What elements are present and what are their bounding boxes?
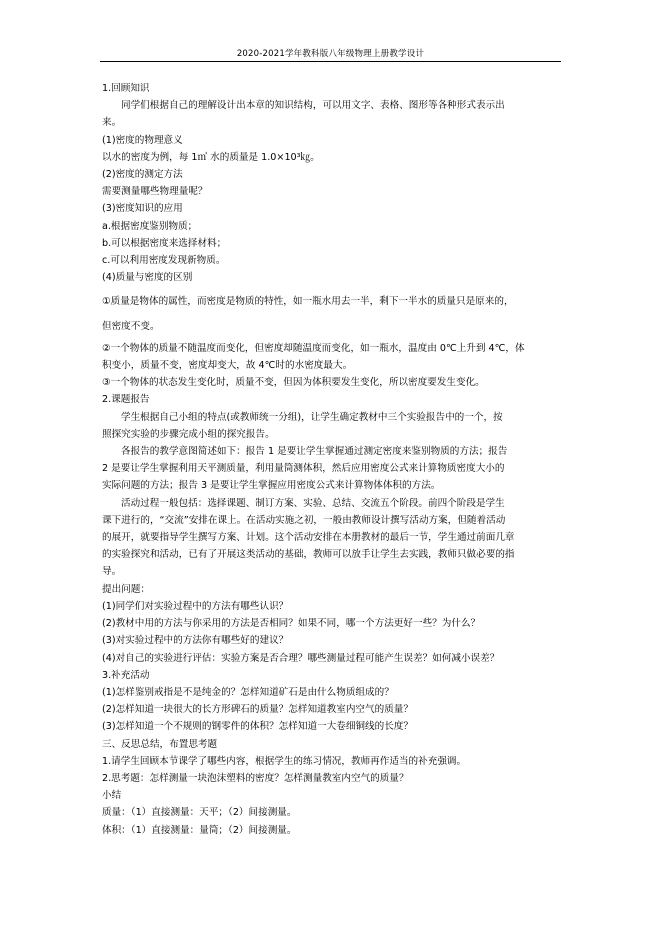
list-item: b.可以根据密度来选择材料； bbox=[102, 237, 227, 249]
subheading: (4)质量与密度的区别 bbox=[102, 272, 193, 284]
paragraph-line: 课下进行的，“交流”安排在课上。在活动实施之初，一般由教师设计撰写活动方案，但随着活动 bbox=[102, 514, 506, 526]
paragraph-line: 活动过程一般包括：选择课题、制订方案、实验、总结、交流五个阶段。前四个阶段是学生 bbox=[121, 497, 505, 509]
section-heading: 三、反思总结，布置思考题 bbox=[102, 738, 218, 750]
list-item: a.根据密度鉴别物质； bbox=[102, 220, 198, 232]
list-item: 1.请学生回顾本节课学了哪些内容，根据学生的练习情况，教师再作适当的补充强调。 bbox=[102, 755, 467, 767]
paragraph-line: 来。 bbox=[102, 117, 122, 129]
subheading: (1)密度的物理意义 bbox=[102, 134, 183, 146]
question-item: (2)教材中用的方法与你采用的方法是否相同？如果不同，哪一个方法更好一些？为什么？ bbox=[102, 618, 481, 630]
subheading: 提出问题： bbox=[102, 583, 150, 595]
question-item: (1)怎样鉴别戒指是不是纯金的？怎样知道矿石是由什么物质组成的？ bbox=[102, 686, 394, 698]
paragraph-line: 以水的密度为例，每 1㎥ 水的质量是 1.0×10³㎏。 bbox=[102, 151, 320, 163]
list-item: 2.思考题：怎样测量一块泡沫塑料的密度？怎样测量教室内空气的质量？ bbox=[102, 772, 409, 784]
question-item: (2)怎样知道一块很大的长方形碑石的质量？怎样知道教室内空气的质量？ bbox=[102, 704, 413, 716]
list-item: ③一个物体的状态发生变化时，质量不变，但因为体积要发生变化，所以密度要发生变化。 bbox=[102, 377, 485, 389]
question-item: (1)同学们对实验过程中的方法有哪些认识？ bbox=[102, 600, 289, 612]
list-item: c.可以利用密度发现新物质。 bbox=[102, 255, 226, 267]
section-heading: 3.补充活动 bbox=[102, 669, 150, 681]
paragraph-line: 但密度不变。 bbox=[102, 320, 160, 332]
paragraph-line: 的实验探究和活动，已有了开展这类活动的基础，教师可以放手让学生去实践，教师只做必要的指 bbox=[102, 549, 515, 561]
header-divider bbox=[100, 61, 561, 62]
paragraph-line: 导。 bbox=[102, 566, 122, 578]
paragraph-line: 各报告的教学意图简述如下：报告 1 是要让学生掌握通过测定密度来鉴别物质的方法；报告 bbox=[121, 446, 508, 458]
document-body bbox=[102, 80, 561, 839]
paragraph-line: 需要测量哪些物理量呢？ bbox=[102, 186, 208, 198]
paragraph-line: 同学们根据自己的理解设计出本章的知识结构，可以用文字、表格、图形等各种形式表示出 bbox=[121, 100, 505, 112]
paragraph-line: 2 是要让学生掌握利用天平测质量，利用量筒测体积，然后应用密度公式来计算物质密度大小的 bbox=[102, 463, 505, 475]
summary-line: 质量：（1）直接测量：天平；（2）间接测量。 bbox=[102, 807, 297, 819]
section-heading: 2.课题报告 bbox=[102, 394, 150, 406]
subheading: (2)密度的测定方法 bbox=[102, 169, 183, 181]
section-heading: 1.回顾知识 bbox=[102, 83, 150, 94]
summary-line: 体积：（1）直接测量：量筒；（2）间接测量。 bbox=[102, 824, 297, 836]
question-item: (4)对自己的实验进行评估：实验方案是否合理？哪些测量过程可能产生误差？如何减小误差？ bbox=[102, 652, 500, 664]
paragraph-line: 积变小，质量不变，密度却变大，故 4℃时的水密度最大。 bbox=[102, 360, 353, 372]
paragraph-line: 照探究实验的步骤完成小组的探究报告。 bbox=[102, 428, 275, 440]
list-item: ②一个物体的质量不随温度而变化，但密度却随温度而变化，如一瓶水，温度由 0℃上升到 4℃，体 bbox=[102, 342, 525, 354]
subheading: (3)密度知识的应用 bbox=[102, 203, 183, 215]
paragraph-line: 的展开，就要指导学生撰写方案、计划。这个活动安排在本册教材的最后一节，学生通过前面几章 bbox=[102, 532, 515, 544]
list-item: ①质量是物体的属性，而密度是物质的特性，如一瓶水用去一半，剩下一半水的质量只是原来的， bbox=[102, 296, 514, 308]
paragraph-line: 实际问题的方法；报告 3 是要让学生掌握应用密度公式来计算物体体积的方法。 bbox=[102, 480, 441, 492]
question-item: (3)怎样知道一个不规则的钢零件的体积？怎样知道一大卷细铜线的长度？ bbox=[102, 721, 413, 733]
subheading: 小结 bbox=[102, 790, 122, 802]
page-header-title: 2020-2021学年教科版八年级物理上册教学设计 bbox=[236, 49, 425, 59]
paragraph-line: 学生根据自己小组的特点(或教师统一分组)，让学生确定教材中三个实验报告中的一个，按 bbox=[121, 411, 503, 423]
question-item: (3)对实验过程中的方法你有哪些好的建议？ bbox=[102, 635, 289, 647]
